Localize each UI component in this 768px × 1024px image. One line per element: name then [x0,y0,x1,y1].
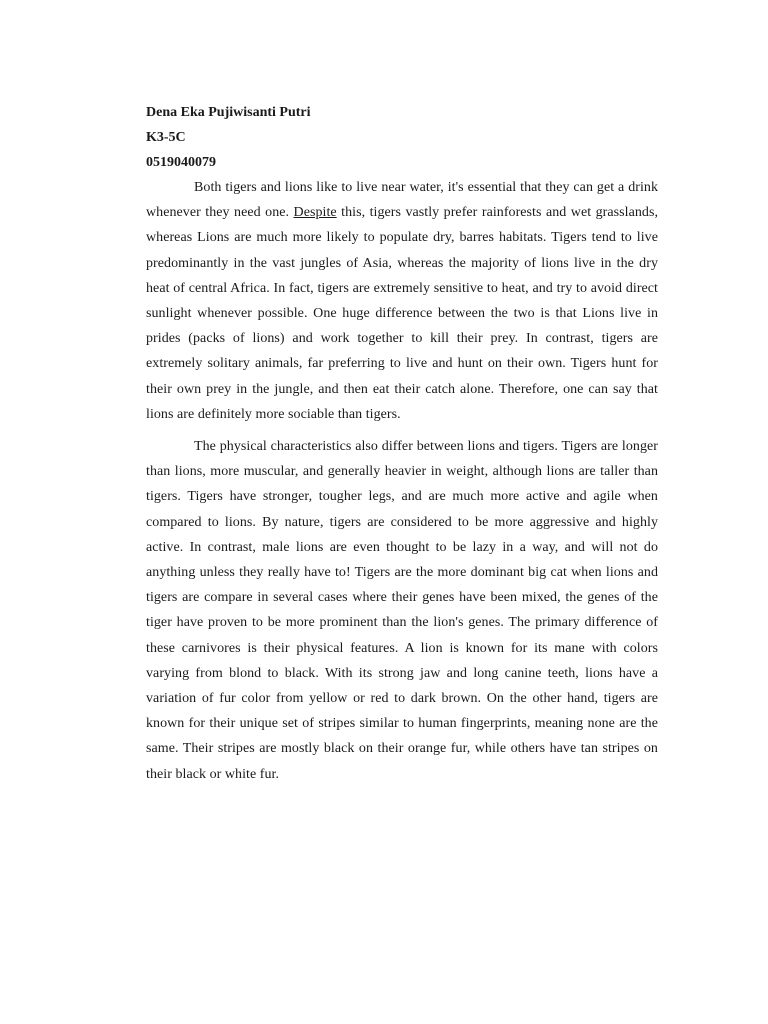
document-page [146,100,658,787]
paragraph-habitat [146,175,658,427]
paragraph-physical: The physical characteristics also differ between lions and tigers. Tigers are longer than lions, more muscular, and generally heavier in weight, although lions are taller than tigers. Tigers have stronger, tougher legs, and are much more active and agile when compared to lions. By nature, tigers are considered to be more aggressive and highly active. In contrast, male lions are even thought to be lazy in a way, and will not do anything unless they really have to! Tigers are the more dominant big cat when lions and tigers are compare in several cases where their genes have been mixed, the genes of the tiger have proven to be more prominent than the lion's genes. The primary difference of these carnivores is their physical features. A lion is known for its mane with colors varying from blond to black. With its strong jaw and long canine teeth, lions have a variation of fur color from yellow or red to dark brown. On the other hand, tigers are known for their unique set of stripes similar to human fingerprints, meaning none are the same. Their stripes are mostly black on their orange fur, while others have tan stripes on their black or white fur. [146,439,658,782]
paragraph-habitat-text-start: Both tigers and lions like to live near water, it's essential that they can get a drink whenever they need one. [146,180,658,221]
paragraph-habitat-text-end: this, tigers vastly prefer rainforests and wet grasslands, whereas Lions are much more likely to populate dry, barres habitats. Tigers tend to live predominantly in the vast jungles of Asia, whereas the majority of lions live in the dry heat of central Africa. In fact, tigers are extremely sensitive to heat, and try to avoid direct sunlight whenever possible. One huge difference between the two is that Lions live in prides (packs of lions) and work together to kill their prey. In contrast, tigers are extremely solitary animals, far preferring to live and hunt on their own. Tigers hunt for their own prey in the jungle, and then eat their catch alone. Therefore, one can say that lions are definitely more sociable than tigers. [146,205,659,422]
student-id: 0519040079 [146,155,216,170]
class-code: K3-5C [146,130,186,145]
author-name: Dena Eka Pujiwisanti Putri [146,105,311,120]
underlined-word-despite: Despite [293,205,337,221]
